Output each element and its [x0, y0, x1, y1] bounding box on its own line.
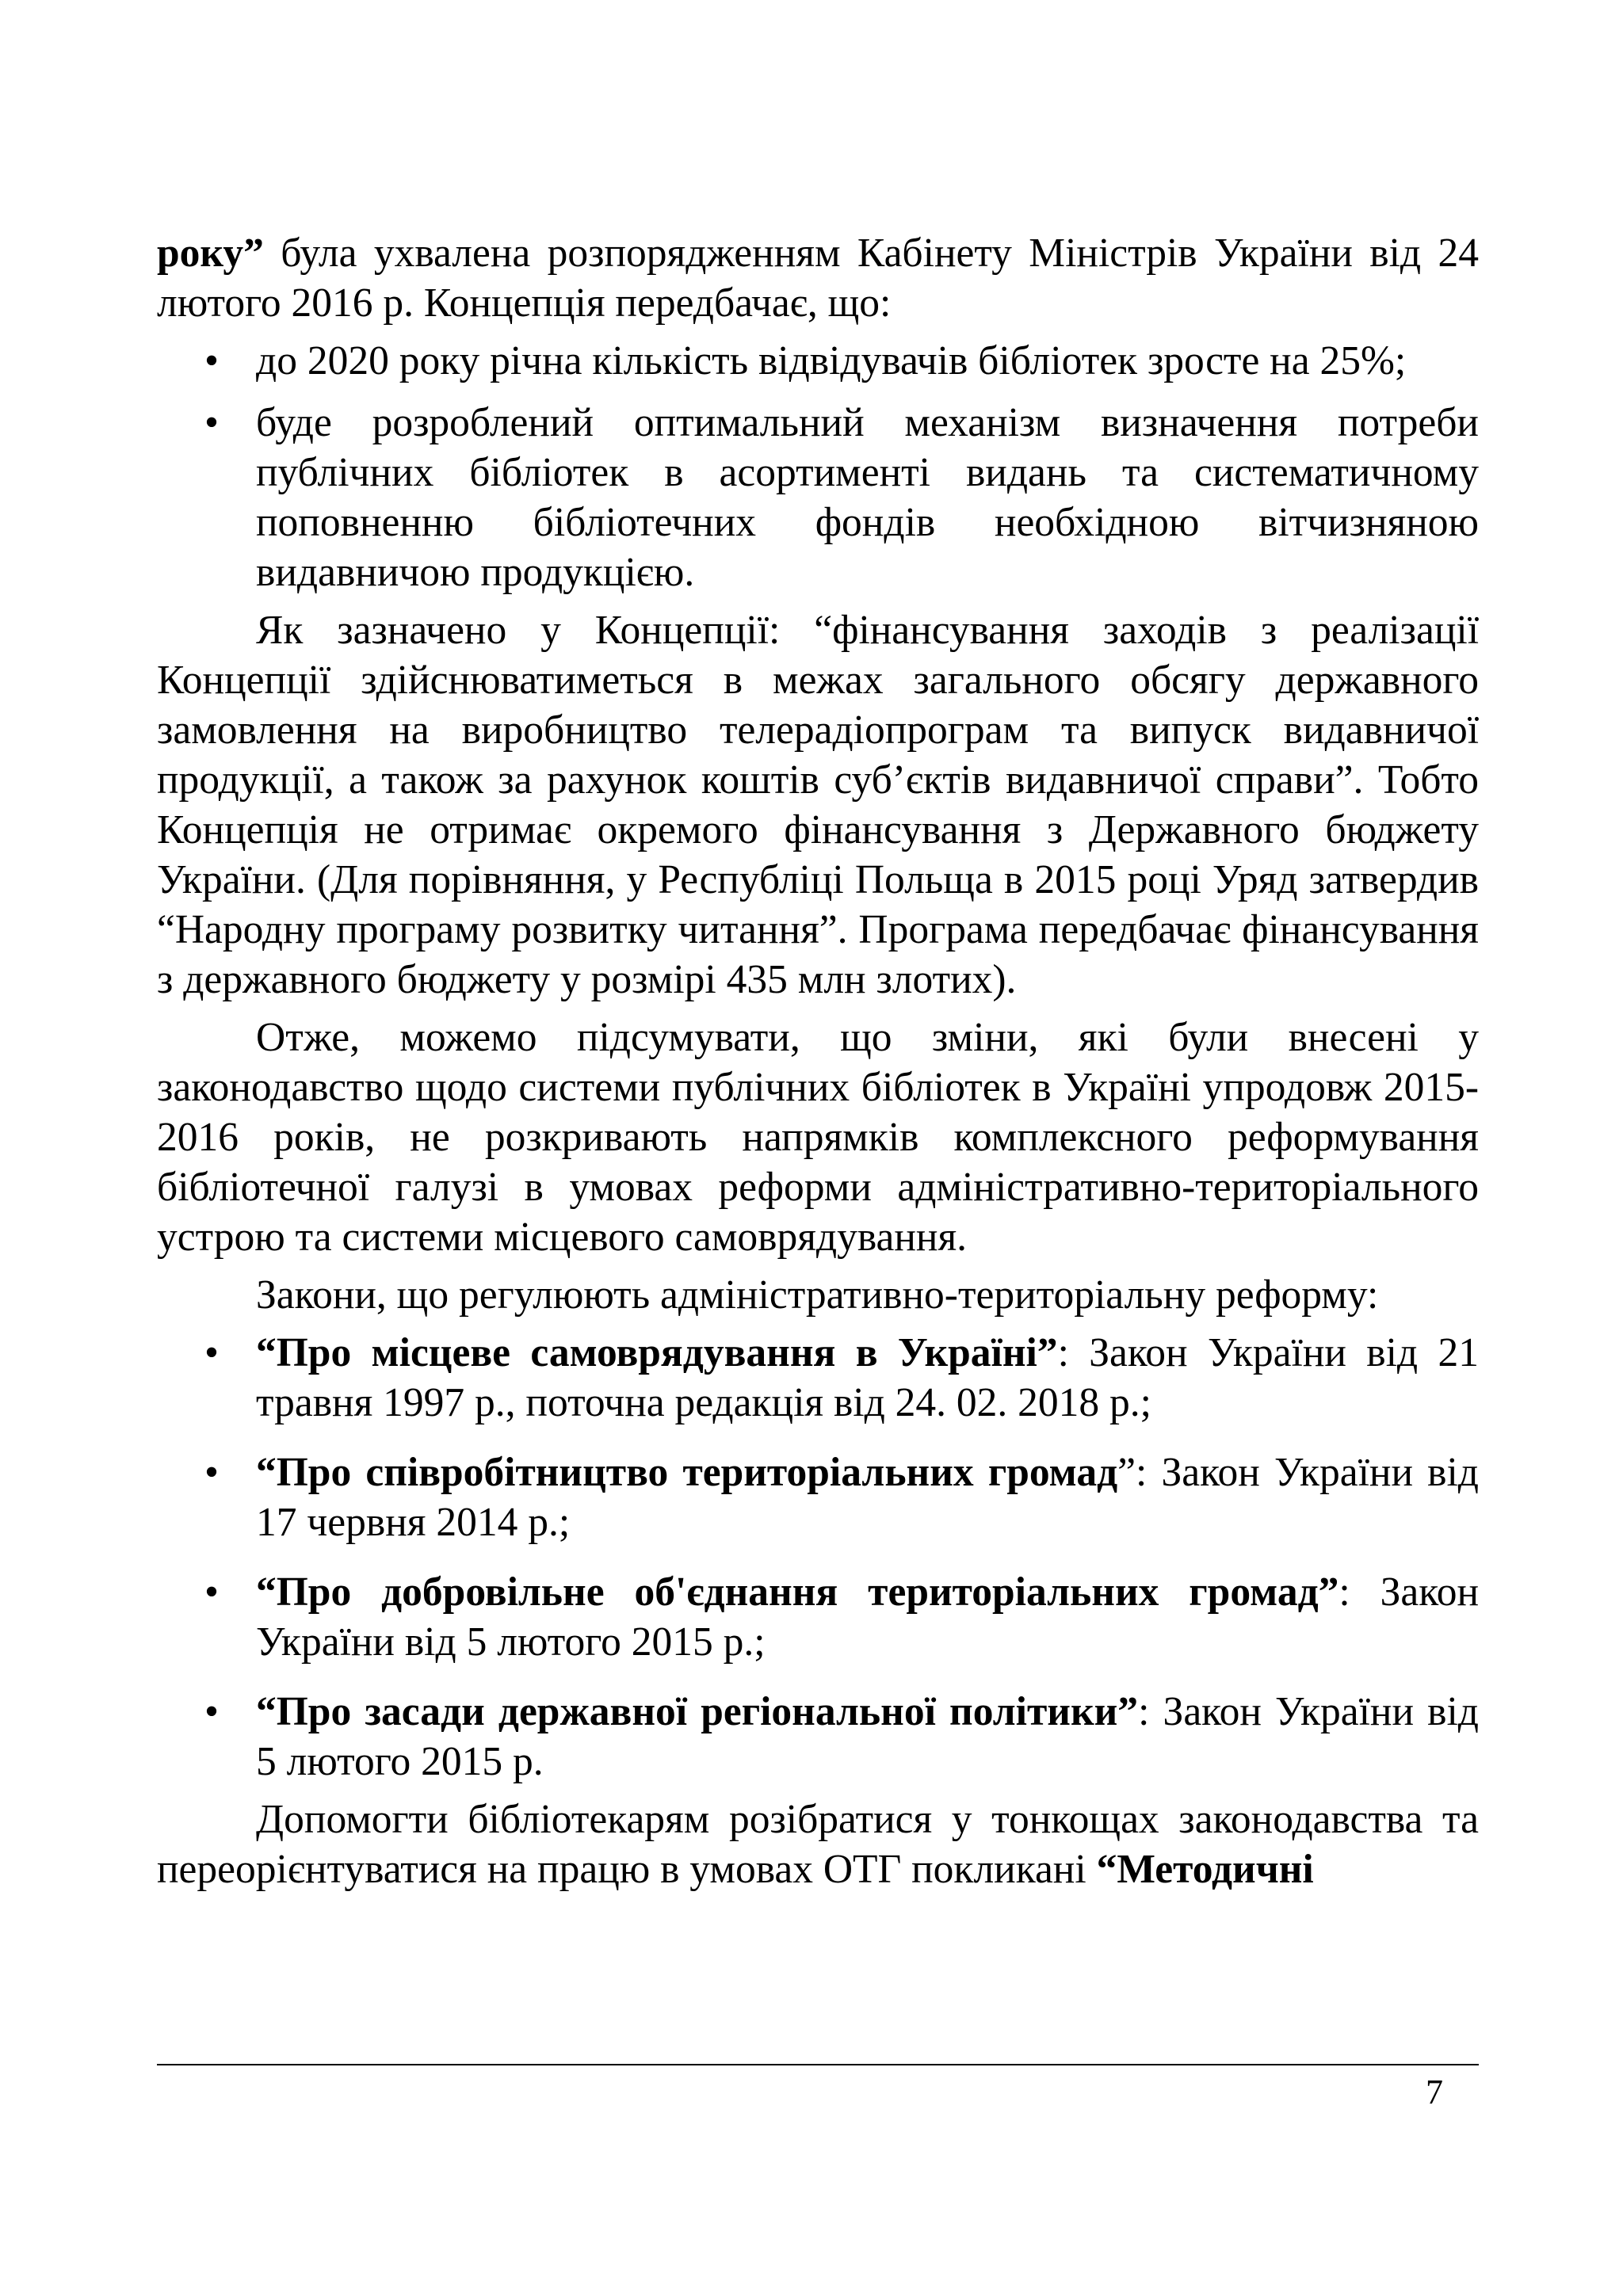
opening-paragraph	[157, 228, 1479, 328]
concept-bullet-list	[157, 336, 1479, 597]
concept-bullet-text: до 2020 року річна кількість відвідувачів бібліотек зросте на 25%;	[256, 338, 1407, 383]
closing-text: Допомогти бібліотекарям розібратися у тонкощах законодавства та переорієнтуватися на працю в умовах ОТГ покликані	[157, 1797, 1479, 1892]
summary-paragraph: Отже, можемо підсумувати, що зміни, які були внесені у законодавство щодо системи публічних бібліотек в Україні упродовж 2015-2016 років, не розкривають напрямків комплексного реформування бібліотечної галузі в умовах реформи адміністративно-територіального устрою та системи місцевого самоврядування.	[157, 1015, 1479, 1260]
law-details: : Закон України від 5 лютого 2015 р.;	[256, 1569, 1479, 1665]
law-title: “Про добровільне об'єднання територіальних громад”	[256, 1569, 1339, 1615]
laws-list	[157, 1328, 1479, 1787]
bullet-icon: •	[204, 1330, 220, 1375]
law-details: : Закон України від 5 лютого 2015 р.	[256, 1689, 1479, 1784]
bullet-icon: •	[204, 1569, 220, 1615]
law-item	[157, 1328, 1479, 1428]
closing-bold: “Методичні	[1096, 1847, 1314, 1892]
closing-paragraph	[157, 1794, 1479, 1894]
bullet-icon: •	[204, 338, 220, 383]
law-details: ”: Закон України від 17 червня 2014 р.;	[256, 1450, 1479, 1545]
bullet-icon: •	[204, 400, 220, 445]
opening-text: була ухвалена розпорядженням Кабінету Міністрів України від 24 лютого 2016 р. Концепція передбачає, що:	[157, 231, 1479, 326]
concept-bullet-text: буде розроблений оптимальний механізм визначення потреби публічних бібліотек в асортименті видань та систематичному поповненню бібліотечних фондів необхідною вітчизняною видавничою продукцією.	[256, 400, 1479, 595]
page-number: 7	[1426, 2073, 1443, 2111]
bullet-icon: •	[204, 1450, 220, 1495]
footer-divider	[157, 2064, 1479, 2065]
law-title: “Про засади державної регіональної політики”	[256, 1689, 1139, 1734]
concept-bullet-item	[157, 336, 1479, 386]
law-item	[157, 1687, 1479, 1787]
law-title: “Про співробітництво територіальних громад	[256, 1450, 1118, 1495]
law-title: “Про місцеве самоврядування в Україні”	[256, 1330, 1058, 1375]
financing-paragraph: Як зазначено у Концепції: “фінансування заходів з реалізації Концепції здійснюватиметься в межах загального обсягу державного замовлення на виробництво телерадіопрограм та випуск видавничої продукції, а також за рахунок коштів суб’єктів видавничої справи”. Тобто Концепція не отримає окремого фінансування з Державного бюджету України. (Для порівняння, у Республіці Польща в 2015 році Уряд затвердив “Народну програму розвитку читання”. Програма передбачає фінансування з державного бюджету у розмірі 435 млн злотих).	[157, 608, 1479, 1002]
law-item	[157, 1567, 1479, 1667]
law-details: : Закон України від 21 травня 1997 р., поточна редакція від 24. 02. 2018 р.;	[256, 1330, 1479, 1425]
laws-intro-paragraph: Закони, що регулюють адміністративно-територіальну реформу:	[256, 1272, 1379, 1318]
concept-bullet-item	[157, 398, 1479, 597]
opening-lead-bold: року”	[157, 231, 264, 276]
law-item	[157, 1447, 1479, 1547]
bullet-icon: •	[204, 1689, 220, 1734]
page-body	[157, 228, 1479, 1894]
